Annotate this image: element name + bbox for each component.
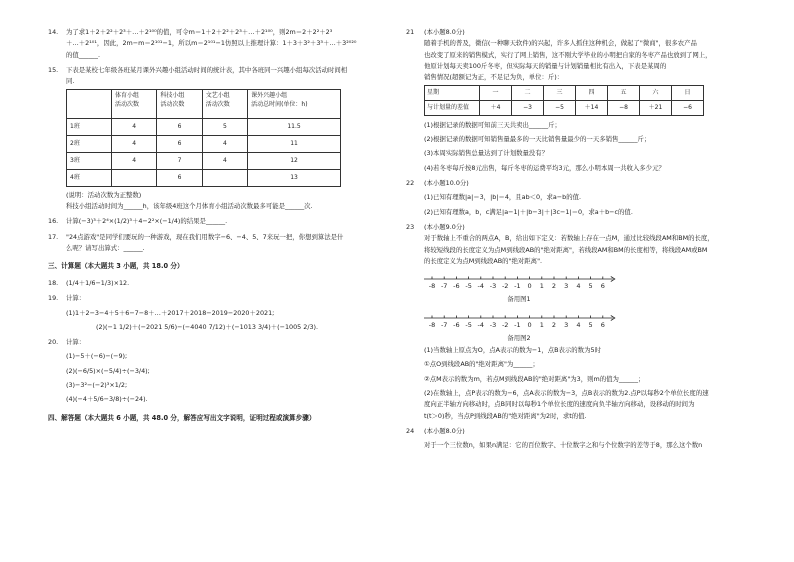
- table-cell: 3班: [67, 152, 112, 169]
- question-score: (本小题9.0分): [424, 222, 465, 231]
- axis-tick-label: 6: [600, 320, 605, 329]
- table-cell: 4: [112, 135, 157, 152]
- subquestion: (2)在数轴上，点P表示的数为−6，点A表示的数为−3，点B表示的数为2.点P以每秒2个单位长度的速: [424, 388, 709, 397]
- question-text: 的长度定义为点M到线段AB的"绝对距离".: [424, 256, 543, 265]
- figure-caption: 备用图2: [507, 333, 531, 342]
- table-cell: [202, 169, 247, 186]
- question-text: 将较短线段的长度定义为点M到线段AB的"绝对距离"，若线段AM和BM的长度相等，将线段AM或BM: [424, 245, 708, 254]
- left-column: [48, 28, 390, 430]
- table-cell: 7: [157, 152, 202, 169]
- table-cell: [112, 169, 157, 186]
- table-cell: 5: [202, 118, 247, 135]
- subquestion: (3)−3²−(−2)³×1/2;: [66, 381, 128, 390]
- axis-tick-label: 0: [527, 282, 532, 291]
- subquestion: (1)当数轴上原点为O，点A表示的数为−1，点B表示的数为5时: [424, 345, 601, 354]
- table-header-cell: 五: [608, 85, 640, 100]
- table-header-cell: 体育小组 活动次数: [112, 89, 157, 118]
- question-text: 对于数轴上不重合的两点A，B，给出如下定义：若数轴上存在一点M，通过比较线段AM和BM的长度，: [424, 234, 714, 243]
- axis-tick-label: 1: [539, 320, 544, 329]
- question-text: 计算：: [66, 338, 86, 347]
- axis-tick-label: -6: [453, 282, 460, 291]
- question-number: 24: [406, 426, 415, 435]
- axis-tick-label: -1: [514, 320, 521, 329]
- question-21: [406, 28, 754, 172]
- table-cell: 与计划量的差值: [425, 100, 480, 115]
- question-text: 也改变了原来的销售模式，实行了网上销售，这不刚大学毕业的小明把自家的冬枣产品也放到了网上，: [424, 50, 712, 59]
- axis-tick-label: -6: [453, 320, 460, 329]
- axis-tick-label: 3: [564, 320, 569, 329]
- axis-tick-label: -4: [477, 282, 485, 291]
- subquestion: (4)(−4＋5/6−3/8)÷(−24).: [66, 395, 148, 404]
- axis-tick-label: -5: [465, 282, 472, 291]
- subquestion: (2)(−6/5)×(−5/4)÷(−3/4);: [66, 366, 150, 375]
- question-score: (本小题10.0分): [424, 178, 469, 187]
- axis-tick-label: 2: [551, 282, 557, 291]
- subquestion: ②点M表示的数为m，若点M到线段AB的"绝对距离"为3，则m的值为______；: [424, 374, 645, 383]
- question-19: [48, 294, 390, 331]
- axis-tick-label: 0: [527, 320, 532, 329]
- axis-tick-label: 5: [588, 282, 593, 291]
- axis-tick-label: 5: [588, 320, 593, 329]
- question-text: 同.: [66, 77, 75, 86]
- table-cell: 4: [202, 135, 247, 152]
- table-cell: 4班: [67, 169, 112, 186]
- question-text: 为了求1＋2＋2²＋2³＋…＋2¹⁰⁰的值，可令m＝1＋2＋2²＋2³＋…＋2¹⁰⁰，则2m＝2＋2²＋2³: [66, 28, 333, 36]
- section-title: 四、解答题（本大题共 6 小题，共 48.0 分，解答应写出文字说明，证明过程或演算步骤）: [48, 413, 316, 422]
- question-text: 科技小组活动时间为______h，该年级4班这个月体育小组活动次数最多可能是______次.: [66, 201, 313, 210]
- table-row: [67, 135, 341, 152]
- subquestion: 度向正半轴方向移动时，点B同时以每秒1个单位长度的速度向负半轴方向移动，设移动的时间为: [424, 400, 695, 409]
- table-cell: 11: [248, 135, 341, 152]
- axis-tick-label: 3: [564, 282, 569, 291]
- question-number: 21: [406, 28, 415, 36]
- table-row: [67, 169, 341, 186]
- table-cell: −8: [608, 100, 640, 115]
- axis-tick-label: -8: [428, 282, 436, 291]
- question-number: 17.: [48, 232, 59, 241]
- axis-tick-label: -8: [428, 320, 436, 329]
- question-15: [48, 66, 390, 210]
- number-line-1: [424, 271, 754, 293]
- subquestion: (1)根据记录的数据可知前三天共卖出______斤；: [424, 120, 561, 129]
- subquestion: (2)已知有理数a，b，c满足|a−1|＋|b−3|＋|3c−1|＝0，求a＋b−c的值.: [424, 207, 633, 216]
- subquestion: (2)(−1 1/2)＋(−2021 5/6)−(−4040 7/12)＋(−1013 3/4)＋(−1005 2/3).: [96, 322, 319, 331]
- question-number: 19.: [48, 294, 59, 303]
- axis-tick-label: -4: [477, 320, 485, 329]
- subquestion: (1)−5＋(−6)−(−9);: [66, 352, 128, 361]
- question-number: 15.: [48, 65, 59, 74]
- table-header-cell: 日: [672, 85, 704, 100]
- table-cell: 2班: [67, 135, 112, 152]
- subquestion: t(t＞0)秒，当点P到线段AB的"绝对距离"为2时，求t的值.: [424, 411, 587, 420]
- subquestion: (4)若冬枣每斤按8元出售，每斤冬枣的运费平均3元，那么小明本周一共收入多少元？: [424, 163, 665, 172]
- table-header-cell: 二: [512, 85, 544, 100]
- axis-tick-label: -3: [489, 320, 497, 329]
- question-text: ＋…＋2¹⁰¹，因此，2m−m＝2¹⁰¹−1，所以m＝2¹⁰¹−1仿照以上推理计算：1＋3＋3²＋3³＋…＋3²⁰²⁰: [66, 39, 357, 48]
- figure-caption: 备用图1: [507, 295, 531, 304]
- table-cell: −6: [672, 100, 704, 115]
- subquestion: (3)本周实际销售总量达到了计划数量没有？: [424, 149, 549, 158]
- axis-tick-label: -1: [514, 282, 521, 291]
- subquestion: (1)已知有理数|a|＝3，|b|＝4，且ab＜0，求a−b的值.: [424, 193, 582, 202]
- table-cell: 4: [112, 152, 157, 169]
- subquestion: (1)1＋2−3−4＋5＋6−7−8＋…＋2017＋2018−2019−2020＋2021;: [66, 308, 275, 317]
- question-24: [406, 427, 754, 450]
- question-number: 14.: [48, 28, 59, 36]
- axis-tick-label: -2: [501, 282, 509, 291]
- question-14: [48, 28, 390, 59]
- table-cell: −3: [512, 100, 544, 115]
- right-column: [406, 28, 754, 457]
- axis-tick-label: -5: [465, 320, 472, 329]
- question-text: 下表是某校七年级各班某月课外兴趣小组活动时间的统计表，其中各班同一兴趣小组每次活动时间相: [66, 65, 348, 74]
- question-22: [406, 179, 754, 216]
- table-cell: 11.5: [248, 118, 341, 135]
- table-row: [67, 152, 341, 169]
- question-number: 16.: [48, 217, 59, 226]
- axis-tick-label: 4: [576, 282, 581, 291]
- question-score: (本小题8.0分): [424, 28, 465, 36]
- axis-tick-label: -7: [440, 282, 448, 291]
- axis-tick-label: -2: [501, 320, 509, 329]
- question-18: [48, 279, 390, 287]
- table-cell: 1班: [67, 118, 112, 135]
- table-cell: 6: [157, 118, 202, 135]
- table-row: [67, 118, 341, 135]
- question-number: 23: [406, 222, 415, 231]
- daily-sales-table: [424, 85, 704, 116]
- axis-tick-label: 4: [576, 320, 581, 329]
- axis-tick-label: 6: [600, 282, 605, 291]
- table-cell: −5: [544, 100, 576, 115]
- subquestion: ①点O到线段AB的"绝对距离"为______；: [424, 360, 539, 369]
- table-cell: 12: [248, 152, 341, 169]
- table-cell: 6: [157, 169, 202, 186]
- table-header-cell: [67, 89, 112, 118]
- activity-stats-table: [66, 89, 341, 187]
- table-cell: ＋14: [576, 100, 608, 115]
- table-header-cell: 科技小组 活动次数: [157, 89, 202, 118]
- table-cell: ＋21: [640, 100, 672, 115]
- question-text: 么呢？请写出算式：______.: [66, 243, 145, 252]
- number-line-svg: [424, 310, 624, 332]
- question-17: [48, 233, 390, 253]
- question-text: 计算：: [66, 294, 86, 303]
- question-16: [48, 217, 390, 225]
- table-header-cell: 课外兴趣小组 活动总时间(单位：h): [248, 89, 341, 118]
- axis-tick-label: 1: [539, 282, 544, 291]
- table-note: (说明：活动次数为正整数): [66, 190, 142, 199]
- table-cell: 4: [112, 118, 157, 135]
- question-text: 对于一个三位数n，如果n满足：它的百位数字、十位数字之和与个位数字的差等于8，那么这个数n: [424, 441, 703, 450]
- table-header-cell: 一: [480, 85, 512, 100]
- table-header-row: [425, 85, 704, 100]
- table-cell: 6: [157, 135, 202, 152]
- axis-tick-label: -3: [489, 282, 497, 291]
- table-header-cell: 文艺小组 活动次数: [202, 89, 247, 118]
- question-number: 18.: [48, 278, 59, 287]
- table-header-cell: 星期: [425, 85, 480, 100]
- question-text: "24点游戏"是同学们要玩的一种游戏，现在我们用数字−6、−4、5、7来玩一把，你想到算法是什: [66, 232, 344, 241]
- table-header-cell: 六: [640, 85, 672, 100]
- question-text: 销售情况(超额记为正，不足记为负，单位：斤)：: [424, 73, 564, 82]
- axis-tick-label: -7: [440, 320, 448, 329]
- number-line-2: [424, 310, 754, 332]
- table-header-cell: 四: [576, 85, 608, 100]
- question-text: 的值______.: [66, 50, 100, 59]
- subquestion: (2)根据记录的数据可知销售量最多的一天比销售量最少的一天多销售______斤；: [424, 134, 651, 143]
- table-cell: 13: [248, 169, 341, 186]
- question-number: 22: [406, 178, 415, 187]
- table-cell: 4: [202, 152, 247, 169]
- question-text: 他原计划每天卖100斤冬枣，但实际每天的销量与计划销量相比有出入，下表是某周的: [424, 61, 667, 70]
- question-23: [406, 223, 754, 420]
- question-text: 计算(−3)³＋2⁴×(1/2)³＋4−2²×(−1/4)的结果是______.: [66, 217, 228, 226]
- section-title: 三、计算题（本大题共 3 小题，共 18.0 分）: [48, 262, 184, 271]
- question-text: 随着手机的普及，微信(一种聊天软件)的兴起，许多人抓住这种机会，做起了"微商"，很多农产品: [424, 39, 697, 48]
- table-cell: ＋4: [480, 100, 512, 115]
- question-score: (本小题8.0分): [424, 426, 465, 435]
- table-row: [425, 100, 704, 115]
- table-header-row: [67, 89, 341, 118]
- question-text: (1/4＋1/6−1/3)×12.: [66, 278, 130, 287]
- number-line-svg: [424, 271, 624, 293]
- table-header-cell: 三: [544, 85, 576, 100]
- axis-tick-label: 2: [551, 320, 557, 329]
- question-20: [48, 338, 390, 404]
- question-number: 20.: [48, 338, 59, 347]
